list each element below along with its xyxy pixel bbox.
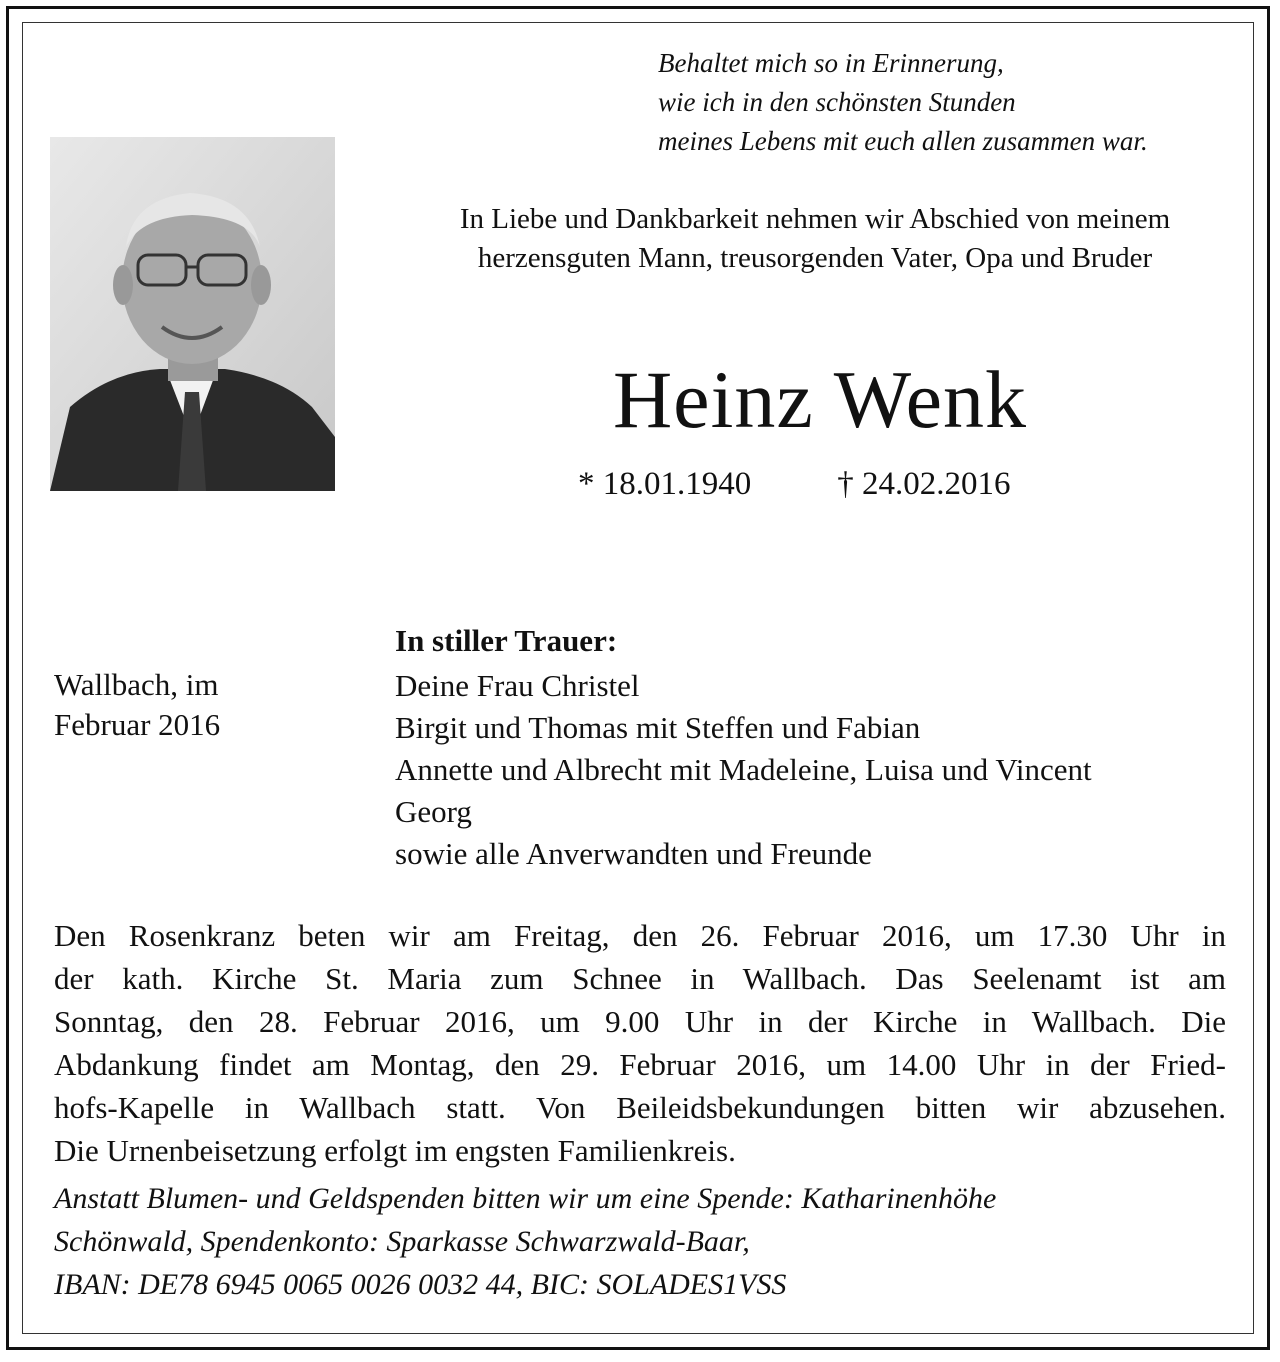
mourner-entry: Birgit und Thomas mit Steffen und Fabian: [395, 710, 921, 745]
portrait-photo: [50, 137, 335, 491]
poem-line: Behaltet mich so in Erinnerung,: [658, 48, 1004, 78]
mourners-list: [395, 665, 1092, 875]
donation-request: [54, 1177, 996, 1306]
place-and-date: [54, 665, 220, 745]
mourner-entry: Georg: [395, 794, 472, 829]
poem-line: meines Lebens mit euch allen zusammen war.: [658, 126, 1148, 156]
intro-line: In Liebe und Dankbarkeit nehmen wir Abschied von meinem: [459, 203, 1171, 235]
notice-line: Die Urnenbeisetzung erfolgt im engsten Familienkreis.: [54, 1133, 736, 1168]
mourner-entry: sowie alle Anverwandten und Freunde: [395, 836, 872, 871]
intro-line: herzensguten Mann, treusorgenden Vater, Opa und Bruder: [477, 242, 1153, 274]
place-line: Februar 2016: [54, 707, 221, 742]
poem-quote: [658, 44, 1148, 161]
portrait-photo-illustration: [50, 137, 335, 491]
death-date: † 24.02.2016: [837, 466, 1011, 502]
donation-line: Schönwald, Spendenkonto: Sparkasse Schwarzwald-Baar,: [54, 1225, 750, 1258]
birth-date: * 18.01.1940: [578, 466, 752, 502]
poem-line: wie ich in den schönsten Stunden: [658, 87, 1016, 117]
deceased-name: Heinz Wenk: [612, 354, 1028, 445]
mourner-entry: Deine Frau Christel: [395, 668, 640, 703]
notice-line: der kath. Kirche St. Maria zum Schnee in Wallbach. Das Seelenamt ist am: [54, 961, 1226, 996]
farewell-intro: [395, 200, 1235, 278]
notice-line: Sonntag, den 28. Februar 2016, um 9.00 Uhr in der Kirche in Wallbach. Die: [54, 1004, 1226, 1039]
notice-line: Den Rosenkranz beten wir am Freitag, den 26. Februar 2016, um 17.30 Uhr in: [54, 918, 1226, 953]
place-line: Wallbach, im: [54, 667, 219, 702]
donation-line: IBAN: DE78 6945 0065 0026 0032 44, BIC: SOLADES1VSS: [54, 1268, 787, 1301]
donation-line: Anstatt Blumen- und Geldspenden bitten wir um eine Spende: Katharinenhöhe: [54, 1182, 997, 1215]
service-notice: [54, 914, 1226, 1172]
mourner-entry: Annette und Albrecht mit Madeleine, Luisa und Vincent: [395, 752, 1092, 787]
notice-line: Abdankung findet am Montag, den 29. Februar 2016, um 14.00 Uhr in der Fried-: [54, 1047, 1226, 1082]
mourning-title: In stiller Trauer:: [395, 623, 618, 658]
life-dates: [578, 462, 1011, 506]
notice-line: hofs-Kapelle in Wallbach statt. Von Beileidsbekundungen bitten wir abzusehen.: [54, 1090, 1226, 1125]
